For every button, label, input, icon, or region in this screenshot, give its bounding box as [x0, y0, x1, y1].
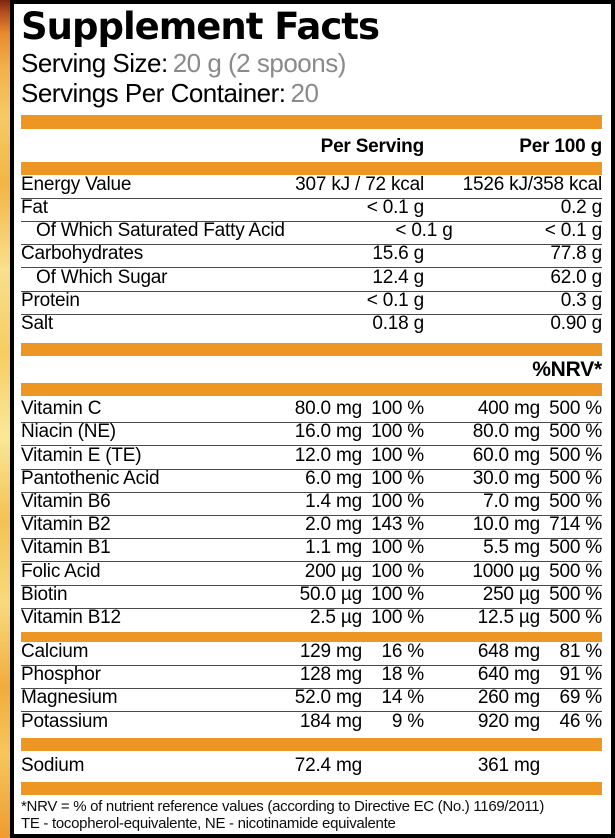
- per-100g-amount: 260 mg: [477, 687, 540, 709]
- per-100g-cell: [424, 421, 602, 443]
- per-100g-value: 62.0 g: [550, 266, 602, 288]
- nutrient-name: Sodium: [21, 755, 85, 777]
- table-row: [21, 665, 602, 688]
- per-serving-amount: 52.0 mg: [294, 687, 362, 709]
- nutrient-name: Niacin (NE): [21, 421, 116, 443]
- nutrient-name: Carbohydrates: [21, 243, 144, 265]
- per-100g-amount: 7.0 mg: [483, 490, 540, 512]
- per-serving-amount: 12.0 mg: [294, 444, 362, 466]
- nutrient-name: Folic Acid: [21, 560, 101, 582]
- table-row: [21, 642, 602, 665]
- nutrient-name: Vitamin B1: [21, 537, 111, 559]
- per-serving-cell: [224, 491, 424, 513]
- nutrient-name: Pantothenic Acid: [21, 467, 160, 489]
- per-serving-cell: [224, 711, 424, 733]
- macronutrient-table: [21, 175, 602, 337]
- orange-divider-bar: [21, 115, 602, 129]
- serving-size-value: 20 g (2 spoons): [172, 47, 346, 78]
- per-100g-amount: 920 mg: [477, 710, 540, 732]
- orange-divider-bar: [21, 738, 602, 751]
- per-serving-cell: [224, 468, 424, 490]
- nutrient-name: Fat: [21, 197, 48, 219]
- per-100g-percent: 500 %: [549, 490, 602, 512]
- orange-divider-bar: [21, 383, 602, 396]
- per-100g-percent: 500 %: [549, 606, 602, 628]
- per-100g-column-header: Per 100 g: [519, 135, 602, 157]
- per-100g-percent: 500 %: [549, 537, 602, 559]
- orange-divider-bar: [21, 782, 602, 795]
- nutrient-name: Vitamin B12: [21, 606, 121, 628]
- per-serving-amount: 80.0 mg: [294, 398, 362, 420]
- per-serving-percent: [362, 755, 424, 777]
- per-serving-percent: 100 %: [371, 421, 424, 443]
- nutrient-name: Potassium: [21, 710, 108, 732]
- table-row: [21, 711, 602, 734]
- serving-size-label: Serving Size:: [21, 47, 168, 78]
- per-100g-value: 0.90 g: [550, 313, 602, 334]
- per-serving-value: < 0.1 g: [366, 289, 424, 311]
- per-100g-amount: 400 mg: [477, 398, 540, 420]
- servings-per-container-value: 20: [290, 77, 319, 108]
- per-100g-percent: 500 %: [549, 444, 602, 466]
- per-serving-percent: 14 %: [381, 687, 424, 709]
- table-row: [21, 445, 602, 468]
- per-serving-amount: 72.4 mg: [294, 755, 362, 777]
- nutrient-name: Vitamin E (TE): [21, 444, 142, 466]
- table-row: [21, 561, 602, 584]
- table-row: [21, 469, 602, 492]
- nutrient-name: Calcium: [21, 641, 89, 663]
- per-serving-column-header: Per Serving: [320, 135, 424, 157]
- per-serving-percent: 100 %: [371, 398, 424, 420]
- per-serving-percent: 100 %: [371, 583, 424, 605]
- per-serving-cell: [224, 421, 424, 443]
- package-edge-strip: [0, 0, 10, 838]
- nrv-header: %NRV*: [532, 357, 602, 381]
- panel-title: Supplement Facts: [21, 5, 380, 48]
- per-serving-percent: 16 %: [381, 641, 424, 663]
- per-100g-amount: 10.0 mg: [472, 514, 540, 536]
- table-row: [21, 492, 602, 515]
- column-header-row: [21, 129, 602, 162]
- per-serving-cell: [224, 561, 424, 583]
- per-serving-cell: [224, 607, 424, 629]
- per-100g-cell: [424, 468, 602, 490]
- per-serving-cell: [224, 445, 424, 467]
- nutrient-name: Vitamin B6: [21, 490, 111, 512]
- per-100g-amount: 12.5 µg: [477, 606, 540, 628]
- per-100g-amount: 5.5 mg: [483, 537, 540, 559]
- nutrient-name: Biotin: [21, 583, 68, 605]
- per-100g-cell: [424, 445, 602, 467]
- vitamins-table: [21, 399, 602, 631]
- per-serving-value: 12.4 g: [372, 266, 424, 288]
- table-row: [21, 175, 602, 198]
- per-100g-percent: 500 %: [549, 398, 602, 420]
- per-serving-amount: 2.5 µg: [309, 606, 362, 628]
- per-100g-amount: 361 mg: [477, 755, 540, 777]
- table-row: [21, 244, 602, 267]
- per-100g-value: 0.2 g: [560, 197, 602, 219]
- per-100g-amount: 30.0 mg: [472, 467, 540, 489]
- per-serving-cell: [224, 755, 424, 777]
- nutrient-name: Salt: [21, 313, 53, 334]
- per-serving-cell: [224, 514, 424, 536]
- per-100g-amount: 60.0 mg: [472, 444, 540, 466]
- per-100g-cell: [424, 398, 602, 420]
- per-serving-amount: 184 mg: [299, 710, 362, 732]
- servings-per-container-label: Servings Per Container:: [21, 77, 286, 108]
- per-serving-amount: 200 µg: [304, 560, 362, 582]
- per-serving-percent: 100 %: [371, 490, 424, 512]
- per-100g-percent: 500 %: [549, 560, 602, 582]
- per-serving-value: 307 kJ / 72 kcal: [295, 173, 424, 195]
- table-row: [21, 221, 602, 244]
- nrv-header-row: [21, 356, 602, 383]
- per-serving-cell: [224, 687, 424, 709]
- nutrient-name: Energy Value: [21, 173, 132, 195]
- servings-per-container-line: [21, 79, 602, 109]
- nutrient-name: Protein: [21, 289, 80, 311]
- per-serving-amount: 129 mg: [299, 641, 362, 663]
- nutrient-name: Magnesium: [21, 687, 118, 709]
- per-serving-percent: 100 %: [371, 560, 424, 582]
- table-row: [21, 515, 602, 538]
- orange-divider-bar: [21, 343, 602, 356]
- table-row: [21, 422, 602, 445]
- nutrient-name: Of Which Saturated Fatty Acid: [36, 220, 285, 242]
- per-100g-percent: 81 %: [559, 641, 602, 663]
- per-100g-percent: 500 %: [549, 467, 602, 489]
- table-row: [21, 538, 602, 561]
- per-100g-cell: [424, 641, 602, 663]
- table-row: [21, 608, 602, 631]
- per-100g-value: 0.3 g: [560, 289, 602, 311]
- per-100g-amount: 250 µg: [482, 583, 540, 605]
- per-100g-amount: 648 mg: [477, 641, 540, 663]
- per-serving-amount: 6.0 mg: [305, 467, 362, 489]
- per-100g-percent: [540, 755, 602, 777]
- per-serving-value: 0.18 g: [372, 313, 424, 334]
- table-row: [21, 585, 602, 608]
- supplement-facts-panel: [10, 0, 615, 838]
- nutrient-name: Vitamin B2: [21, 514, 111, 536]
- per-serving-cell: [224, 398, 424, 420]
- per-serving-percent: 100 %: [371, 444, 424, 466]
- serving-size-line: [21, 49, 602, 79]
- per-serving-value: 15.6 g: [372, 243, 424, 265]
- table-row: [21, 314, 602, 337]
- per-serving-cell: [224, 584, 424, 606]
- nutrient-name: Phosphor: [21, 664, 101, 686]
- per-100g-cell: [424, 607, 602, 629]
- per-100g-percent: 500 %: [549, 583, 602, 605]
- per-serving-cell: [224, 537, 424, 559]
- per-serving-percent: 100 %: [371, 467, 424, 489]
- per-100g-cell: [424, 755, 602, 777]
- nutrient-name: Of Which Sugar: [36, 266, 168, 288]
- table-row: [21, 198, 602, 221]
- table-row: [21, 688, 602, 711]
- per-serving-percent: 9 %: [391, 710, 424, 732]
- per-100g-cell: [424, 711, 602, 733]
- per-serving-percent: 143 %: [371, 514, 424, 536]
- per-100g-percent: 46 %: [559, 710, 602, 732]
- per-100g-cell: [424, 584, 602, 606]
- per-100g-cell: [424, 561, 602, 583]
- table-row: [21, 291, 602, 314]
- per-100g-percent: 69 %: [559, 687, 602, 709]
- per-100g-percent: 714 %: [549, 514, 602, 536]
- per-serving-cell: [224, 641, 424, 663]
- per-100g-amount: 1000 µg: [472, 560, 540, 582]
- per-100g-percent: 500 %: [549, 421, 602, 443]
- per-100g-value: 1526 kJ/358 kcal: [462, 173, 602, 195]
- per-serving-cell: [224, 664, 424, 686]
- per-100g-cell: [424, 491, 602, 513]
- per-serving-percent: 18 %: [381, 664, 424, 686]
- per-100g-value: < 0.1 g: [544, 220, 602, 242]
- per-serving-amount: 50.0 µg: [299, 583, 362, 605]
- per-100g-amount: 640 mg: [477, 664, 540, 686]
- footnotes: [21, 795, 602, 833]
- table-row: [21, 399, 602, 422]
- per-serving-amount: 1.1 mg: [305, 537, 362, 559]
- per-100g-cell: [424, 514, 602, 536]
- per-100g-cell: [424, 687, 602, 709]
- per-serving-value: < 0.1 g: [395, 220, 453, 242]
- per-serving-amount: 2.0 mg: [305, 514, 362, 536]
- nutrient-name: Vitamin C: [21, 398, 102, 420]
- minerals-table: [21, 642, 602, 735]
- per-serving-amount: 128 mg: [299, 664, 362, 686]
- per-100g-cell: [424, 664, 602, 686]
- per-100g-amount: 80.0 mg: [472, 421, 540, 443]
- per-serving-value: < 0.1 g: [366, 197, 424, 219]
- footnote-te-ne: TE - tocopherol-equivalente, NE - nicotinamide equivalente: [21, 815, 396, 833]
- per-100g-value: 77.8 g: [550, 243, 602, 265]
- orange-divider-bar: [21, 162, 602, 175]
- per-serving-percent: 100 %: [371, 606, 424, 628]
- per-serving-percent: 100 %: [371, 537, 424, 559]
- per-100g-percent: 91 %: [559, 664, 602, 686]
- per-serving-amount: 1.4 mg: [305, 490, 362, 512]
- per-serving-amount: 16.0 mg: [294, 421, 362, 443]
- sodium-row: [21, 751, 602, 782]
- per-100g-cell: [424, 537, 602, 559]
- footnote-nrv: *NRV = % of nutrient reference values (according to Directive EC (No.) 1169/2011): [21, 797, 545, 815]
- table-row: [21, 267, 602, 290]
